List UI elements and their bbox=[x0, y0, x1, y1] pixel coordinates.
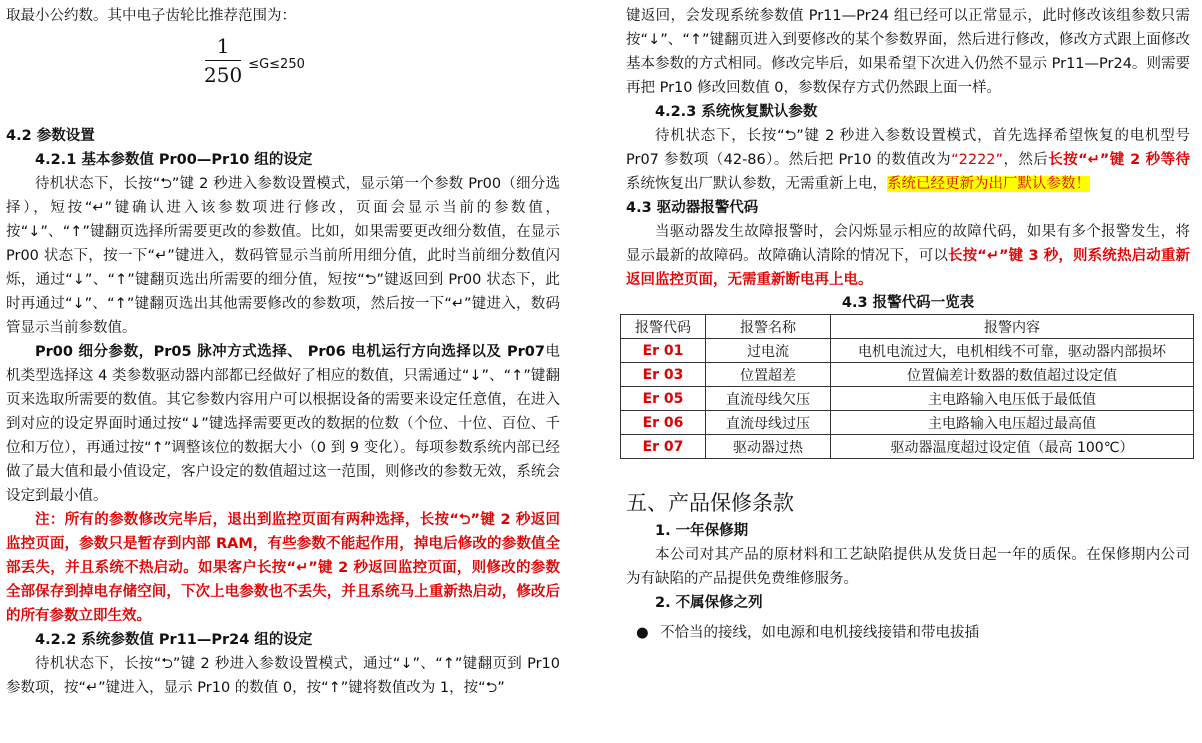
left-column bbox=[6, 0, 560, 28]
paragraph-continue: 键返回，会发现系统参数值 Pr11—Pr24 组已经可以正常显示，此时修改该组参数只需按“↓”、“↑”键翻页进入到要修改的某个参数界面，然后进行修改，修改方式跟上面修改基本参数的方式相同。修改完毕后，如果希望下次进入仍然不显示 Pr11—Pr24。则需要再把 Pr10 修改回数值 0，参数保存方式仍然跟上面一样。 bbox=[626, 8, 1190, 96]
table-row bbox=[621, 411, 1194, 435]
alarm-content: 位置偏差计数器的数值超过设定值 bbox=[831, 363, 1194, 387]
heading-4-3: 4.3 驱动器报警代码 bbox=[626, 200, 759, 216]
alarm-code: Er 03 bbox=[621, 363, 706, 387]
bullet-dot-icon: ● bbox=[636, 625, 649, 641]
paragraph-basic-params: 待机状态下，长按“⮌”键 2 秒进入参数设置模式，显示第一个参数 Pr00（细分选择），短按“↵”键确认进入该参数项进行修改，页面会显示当前的参数值，按“↓”、“↑”键翻页选择所需要更改的参数值。比如，如果需要更改细分数值，在显示 Pr00 状态下，按一下“↵”键进入，数码管显示当前所用细分值，此时当前细分数值闪烁，通过“↓”、“↑”键翻页选出所需要的细分值，短按“⮌”键返回到 Pr00 状态下，此时再通过“↓”、“↑”键翻页选出其他需要修改的参数项，然后按一下“↵”键进入，数码管显示当前参数值。 bbox=[6, 176, 560, 336]
alarm-content: 电机电流过大，电机相线不可靠，驱动器内部损坏 bbox=[831, 339, 1194, 363]
table-title: 4.3 报警代码一览表 bbox=[841, 295, 975, 311]
alarm-content: 主电路输入电压低于最低值 bbox=[831, 387, 1194, 411]
table-row bbox=[621, 387, 1194, 411]
right-column bbox=[626, 4, 1190, 645]
pr00-bold-text: Pr00 细分参数，Pr05 脉冲方式选择、 Pr06 电机运行方向选择以及 Pr07 bbox=[35, 344, 545, 360]
header-name: 报警名称 bbox=[706, 315, 831, 339]
restore-text-a: 待机状态下，长按“⮌”键 2 秒进入参数设置模式，首先选择希望恢复的电机型号 Pr07 参数项（42-86）。然后把 Pr10 的数值改为 bbox=[626, 128, 1190, 168]
restore-red-text: 长按“↵”键 2 秒等待 bbox=[1048, 152, 1190, 168]
heading-4-2-3: 4.2.3 系统恢复默认参数 bbox=[655, 104, 818, 120]
alarm-name: 驱动器过热 bbox=[706, 435, 831, 459]
warranty-paragraph: 本公司对其产品的原材料和工艺缺陷提供从发货日起一年的质保。在保修期内公司为有缺陷的产品提供免费维修服务。 bbox=[626, 547, 1190, 587]
heading-4-2-2: 4.2.2 系统参数值 Pr11—Pr24 组的设定 bbox=[35, 632, 313, 648]
warranty-heading-2: 2. 不属保修之列 bbox=[655, 595, 763, 611]
paragraph-system-params: 待机状态下，长按“⮌”键 2 秒进入参数设置模式，通过“↓”、“↑”键翻页到 Pr10 参数项，按“↵”键进入，显示 Pr10 的数值 0，按“↑”键将数值改为 1，按“⮌” bbox=[6, 656, 560, 696]
table-header-row bbox=[621, 315, 1194, 339]
bullet-item bbox=[626, 621, 1190, 645]
alarm-text: 当驱动器发生故障报警时，会闪烁显示相应的故障代码，如果有多个报警发生，将显示最新的故障码。故障确认清除的情况下，可以 bbox=[626, 224, 1190, 264]
fraction-numerator: 1 bbox=[216, 34, 230, 58]
paragraph-pr00 bbox=[6, 340, 560, 508]
restore-highlight: 系统已经更新为出厂默认参数！ bbox=[887, 176, 1090, 192]
section-5-title: 五、产品保修条款 bbox=[626, 491, 794, 515]
alarm-red-text: 长按“↵”键 3 秒，则系统热启动重新返回监控页面，无需重新断电再上电。 bbox=[626, 248, 1190, 288]
alarm-code-table bbox=[620, 314, 1194, 459]
alarm-name: 位置超差 bbox=[706, 363, 831, 387]
warranty-heading-1: 1. 一年保修期 bbox=[655, 523, 749, 539]
alarm-content: 驱动器温度超过设定值（最高 100℃） bbox=[831, 435, 1194, 459]
alarm-code: Er 05 bbox=[621, 387, 706, 411]
heading-4-2-1: 4.2.1 基本参数值 Pr00—Pr10 组的设定 bbox=[35, 152, 313, 168]
header-code: 报警代码 bbox=[621, 315, 706, 339]
alarm-name: 直流母线过压 bbox=[706, 411, 831, 435]
heading-4-2: 4.2 参数设置 bbox=[6, 128, 95, 144]
alarm-name: 直流母线欠压 bbox=[706, 387, 831, 411]
alarm-name: 过电流 bbox=[706, 339, 831, 363]
paragraph-restore-default bbox=[626, 124, 1190, 196]
alarm-code: Er 07 bbox=[621, 435, 706, 459]
gear-ratio-formula bbox=[200, 34, 305, 87]
table-row bbox=[621, 435, 1194, 459]
alarm-content: 主电路输入电压超过最高值 bbox=[831, 411, 1194, 435]
header-content: 报警内容 bbox=[831, 315, 1194, 339]
left-body bbox=[6, 124, 560, 700]
pr00-rest-text: 电机类型选择这 4 类参数驱动器内部都已经做好了相应的数值，只需通过“↓”、“↑”键翻页来选取所需要的数值。其它参数内容用户可以根据设备的需要来设定任意值，在进入到对应的设定界面时通过按“↓”键选择需要更改的数据的位数（个位、十位、百位、千位和万位），再通过按“↑”调整该位的数据大小（0 到 9 变化）。每项参数系统内部已经做了最大值和最小值设定，客户设定的数值超过这一范围，则修改的参数无效，系统会设定到最小值。 bbox=[6, 344, 560, 504]
restore-value: “2222” bbox=[951, 152, 1004, 168]
alarm-code: Er 06 bbox=[621, 411, 706, 435]
fraction-condition: ≤G≤250 bbox=[248, 57, 305, 72]
paragraph-alarm bbox=[626, 220, 1190, 292]
fraction-denominator: 250 bbox=[204, 63, 243, 87]
intro-text: 取最小公约数。其中电子齿轮比推荐范围为： bbox=[6, 8, 296, 24]
alarm-code: Er 01 bbox=[621, 339, 706, 363]
note-warning: 注：所有的参数修改完毕后，退出到监控页面有两种选择，长按“⮌”键 2 秒返回监控页面，参数只是暂存到内部 RAM，有些参数不能起作用，掉电后修改的参数值全部丢失，并且系统不热启动。如果客户长按“↵”键 2 秒返回监控页面，则修改的参数全部保存到掉电存储空间，下次上电参数也不丢失，并且系统马上重新热启动，修改后的所有参数立即生效。 bbox=[6, 512, 560, 624]
restore-text-b: ，然后 bbox=[1003, 152, 1049, 168]
table-row bbox=[621, 339, 1194, 363]
bullet-text: 不恰当的接线，如电源和电机接线接错和带电拔插 bbox=[660, 625, 979, 641]
restore-text-c: 系统恢复出厂默认参数，无需重新上电， bbox=[626, 176, 887, 192]
table-row bbox=[621, 363, 1194, 387]
